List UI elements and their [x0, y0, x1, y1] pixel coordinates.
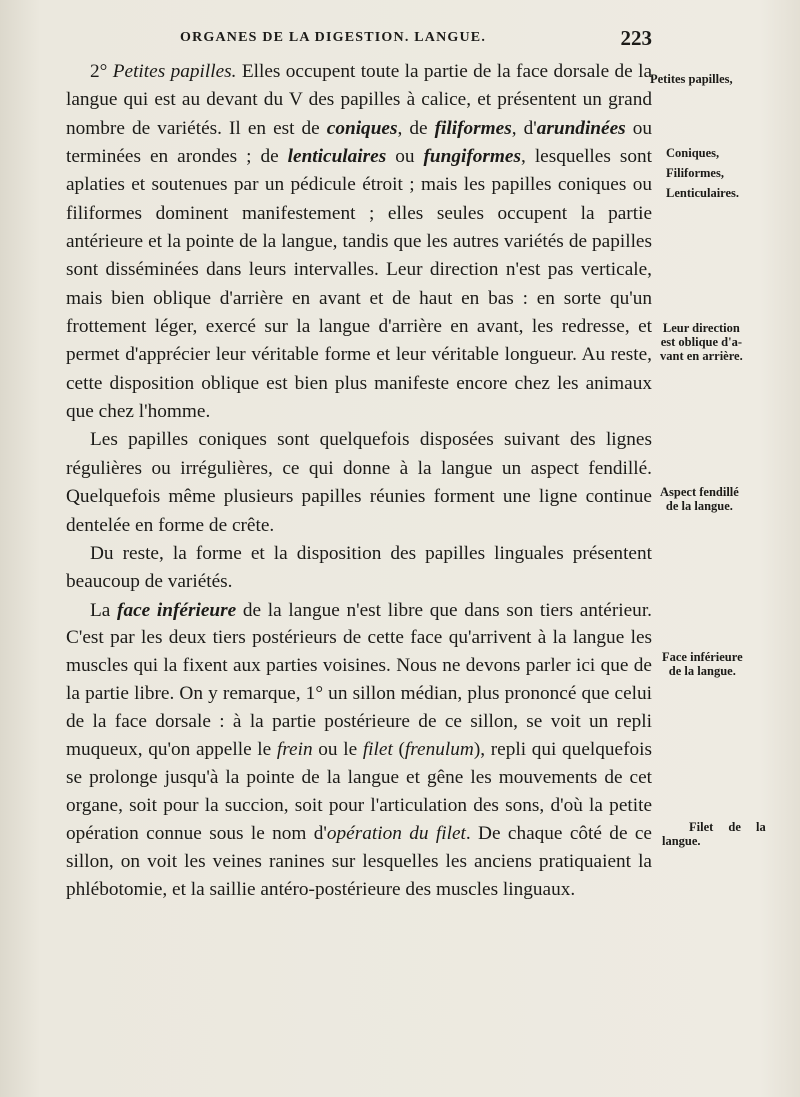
margin-note-line: est oblique d'a-	[660, 335, 742, 349]
emphasis-run: filiformes	[434, 117, 512, 139]
margin-note-line: langue.	[662, 834, 701, 848]
emphasis-run: Petites papilles.	[112, 61, 237, 82]
margin-note-line: Lenticulaires.	[666, 186, 740, 200]
margin-note-face-inferieure	[662, 650, 743, 678]
margin-note-petites-papilles	[650, 72, 733, 86]
paragraph-papilles-coniques	[66, 426, 652, 539]
margin-note-line: Leur direction	[662, 321, 740, 335]
text-run: (	[392, 739, 405, 761]
emphasis-run: frein	[276, 739, 313, 761]
emphasis-run: opération du filet	[326, 822, 466, 844]
text-run: ou	[386, 146, 424, 168]
body-text	[66, 58, 652, 904]
text-run: de la langue n'est libre que dans son tiers antérieur. C'est par les deux tiers postérieurs de cette face qu'arrivent à la langue les muscles qui la fixent aux parties voisines. Nous ne devons parler ici que de la partie libre. On y remarque, 1° un sillon médian, plus prononcé que celui de la face dorsale : à la partie postérieure de ce sillon, se voit un repli muqueux, qu'on appelle le	[66, 599, 652, 761]
text-run: ou le	[312, 739, 363, 761]
margin-note-line: Face inférieure	[662, 650, 743, 664]
paragraph-du-reste	[66, 540, 652, 597]
text-run: Les papilles coniques sont quelquefois disposées suivant des lignes régulières ou irrégulières, ce qui donne à la langue un aspect fendillé. Quelquefois même plusieurs papilles réunies forment une ligne continue dentelée en forme de crête.	[66, 429, 652, 536]
page-number: 223	[620, 26, 652, 50]
text-run: Elles occupent toute la partie de la face dorsale de la langue qui est au devant du V des papilles à calice, et présentent un grand nombre de variétés. Il en est de	[66, 61, 653, 139]
margin-note-line: de la langue.	[668, 664, 736, 678]
margin-note-line: vant en arrière.	[660, 349, 743, 363]
margin-note-filet	[662, 820, 766, 848]
margin-note-line: Coniques,	[666, 146, 720, 160]
paragraph-face-inferieure	[66, 597, 652, 904]
margin-note-line: de la langue.	[665, 499, 733, 513]
text-run: Du reste, la forme et la disposition des papilles linguales présentent beaucoup de variétés.	[66, 542, 652, 593]
margin-note-varieties	[666, 143, 739, 203]
text-run: La	[90, 599, 118, 621]
margin-note-line: Aspect fendillé	[660, 485, 739, 499]
emphasis-run: arundinées	[536, 117, 626, 139]
paragraph-petites-papilles	[66, 58, 652, 426]
emphasis-run: coniques	[326, 117, 398, 139]
emphasis-run: lenticulaires	[287, 146, 387, 168]
text-run: ou terminées en arondes ; de	[66, 117, 652, 168]
emphasis-run: fungiformes	[423, 146, 521, 168]
emphasis-run: face inférieure	[117, 599, 237, 621]
emphasis-run: frenulum	[404, 739, 474, 761]
text-run: , de	[397, 117, 435, 139]
margin-note-line: Filet de la	[689, 820, 766, 834]
text-run: 2°	[90, 61, 113, 82]
running-head: ORGANES DE LA DIGESTION. LANGUE.	[180, 30, 487, 45]
text-run: ), repli qui quelquefois se prolonge jusqu'à la pointe de la langue et gêne les mouvements de cet organe, soit pour la succion, soit pour l'articulation des sons, d'où la petite opération connue sous le nom d'	[66, 739, 652, 844]
text-run: . De chaque côté de ce sillon, on voit les veines ranines sur lesquelles les anciens pratiquaient la phlébotomie, et la saillie antéro-postérieure des muscles linguaux.	[66, 822, 652, 900]
text-run: , lesquelles sont aplaties et soutenues par un pédicule étroit ; mais les papilles coniques ou filiformes dominent manifestement ; elles seules occupent la partie antérieure et la pointe de la langue, tandis que les autres variétés de papilles sont disséminées dans leurs intervalles. Leur direction n'est pas verticale, mais bien oblique d'arrière en avant et de haut en bas : en sorte qu'un frottement léger, exercé sur la langue d'arrière en avant, les redresse, et permet d'apprécier leur véritable forme et leur véritable longueur. Au reste, cette disposition oblique est bien plus manifeste encore chez les animaux que chez l'homme.	[66, 146, 652, 423]
text-run: , d'	[511, 117, 537, 139]
emphasis-run: filet	[362, 739, 393, 761]
margin-note-aspect	[660, 485, 739, 513]
margin-note-line: Petites papilles,	[650, 72, 733, 86]
margin-note-line: Filiformes,	[666, 166, 724, 180]
margin-note-direction	[660, 321, 743, 363]
